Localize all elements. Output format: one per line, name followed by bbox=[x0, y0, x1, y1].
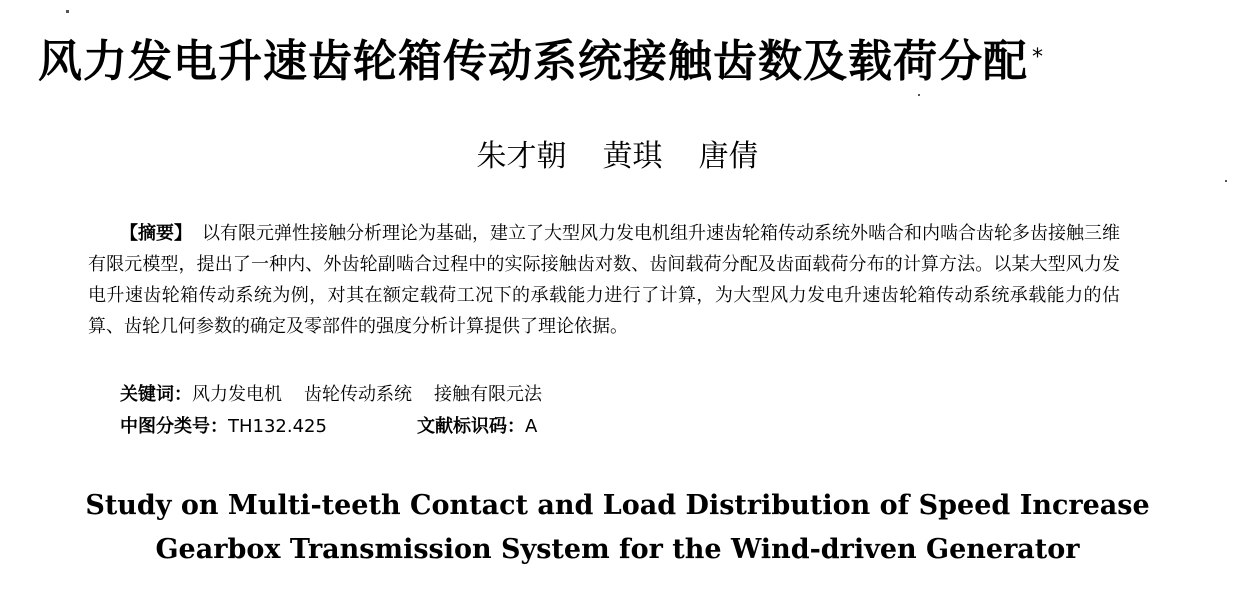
title-footnote-marker: * bbox=[1032, 45, 1044, 70]
classification-line bbox=[120, 414, 537, 440]
scan-speck bbox=[66, 10, 69, 13]
abstract-paragraph bbox=[88, 218, 1120, 342]
document-code-value: A bbox=[524, 416, 538, 437]
author-list bbox=[0, 138, 1235, 176]
clc-label: 中图分类号： bbox=[120, 416, 228, 437]
keyword: 接触有限元法 bbox=[434, 384, 542, 405]
clc-number bbox=[120, 414, 327, 440]
page-title bbox=[38, 36, 1044, 88]
keywords-line bbox=[120, 382, 564, 408]
scan-speck bbox=[918, 94, 920, 96]
clc-value: TH132.425 bbox=[228, 416, 327, 437]
english-title-line: Gearbox Transmission System for the Wind-driven Generator bbox=[155, 534, 1080, 565]
keyword: 风力发电机 bbox=[192, 384, 282, 405]
english-title bbox=[0, 484, 1235, 572]
author-name: 朱才朝 bbox=[476, 139, 567, 174]
scan-speck bbox=[1225, 180, 1227, 182]
english-title-line: Study on Multi-teeth Contact and Load Distribution of Speed Increase bbox=[85, 490, 1150, 521]
document-code-label: 文献标识码： bbox=[416, 416, 525, 437]
document-code bbox=[417, 414, 537, 440]
abstract-label: 【摘要】 bbox=[120, 223, 192, 244]
title-text: 风力发电升速齿轮箱传动系统接触齿数及载荷分配 bbox=[38, 36, 1028, 87]
author-name: 唐倩 bbox=[698, 139, 759, 174]
abstract-text: 以有限元弹性接触分析理论为基础，建立了大型风力发电机组升速齿轮箱传动系统外啮合和内啮合齿轮多齿接触三维有限元模型，提出了一种内、外齿轮副啮合过程中的实际接触齿对数、齿间载荷分配及齿面载荷分布的计算方法。以某大型风力发电升速齿轮箱传动系统为例，对其在额定载荷工况下的承载能力进行了计算，为大型风力发电升速齿轮箱传动系统承载能力的估算、齿轮几何参数的确定及零部件的强度分析计算提供了理论依据。 bbox=[88, 223, 1120, 337]
author-name: 黄琪 bbox=[602, 139, 663, 174]
keyword: 齿轮传动系统 bbox=[304, 384, 412, 405]
keywords-label: 关键词： bbox=[120, 384, 192, 405]
